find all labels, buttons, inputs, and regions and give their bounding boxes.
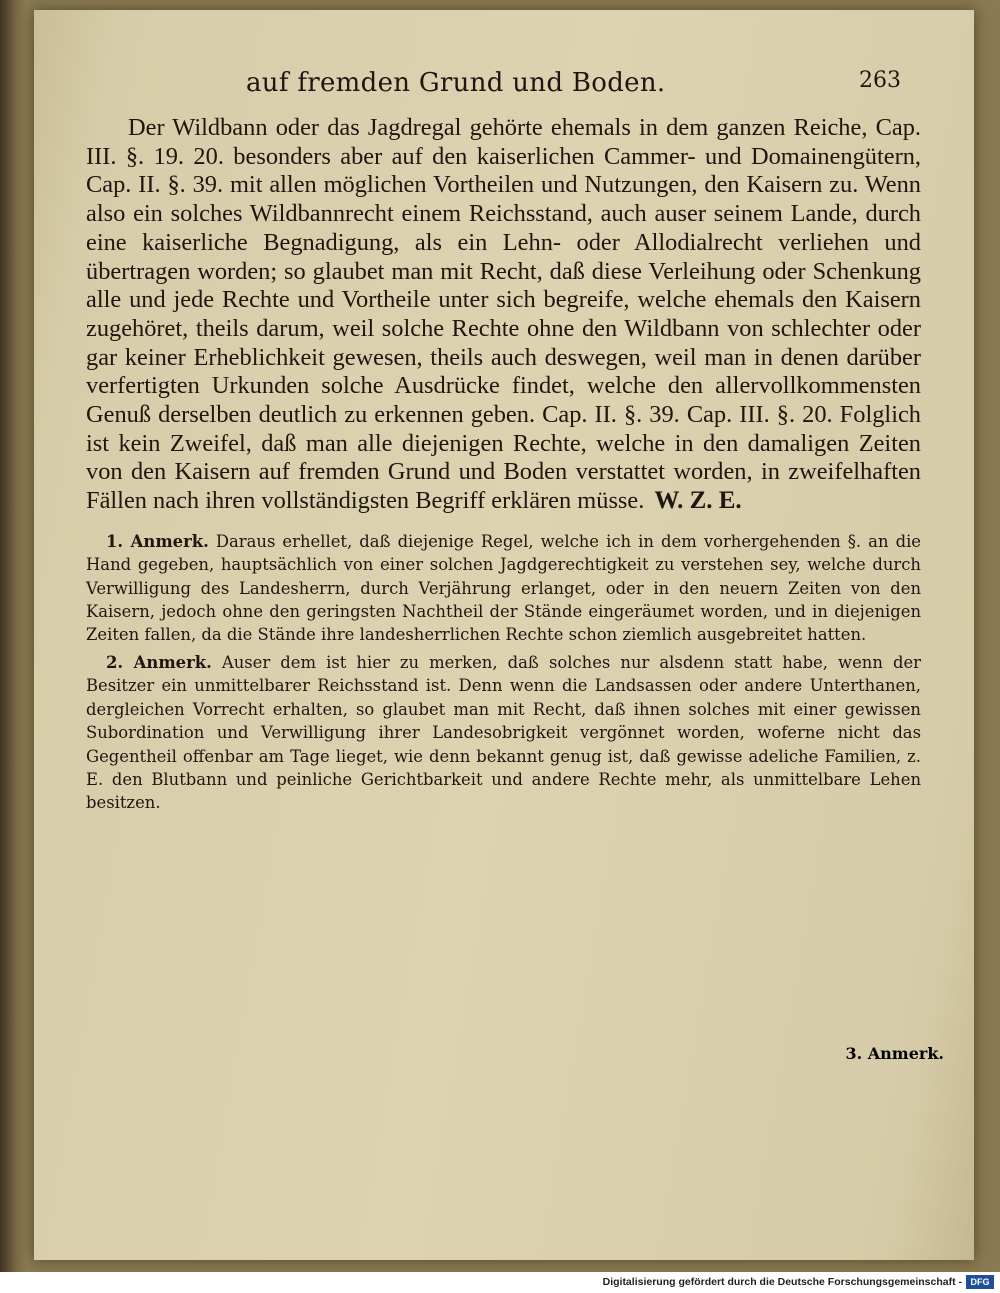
catchword: 3. Anmerk. xyxy=(845,1044,944,1063)
note-label: 2. Anmerk. xyxy=(106,652,212,672)
book-page xyxy=(34,10,974,1260)
footer-bar xyxy=(0,1272,1000,1293)
annotations xyxy=(86,530,921,815)
running-title: auf fremden Grund und Boden. xyxy=(246,68,666,98)
funding-credit: Digitalisierung gefördert durch die Deutsche Forschungsgemeinschaft - xyxy=(602,1276,962,1288)
note-text: Auser dem ist hier zu merken, daß solches nur alsdenn statt habe, wenn der Besitzer ein unmittelbarer Reichsstand ist. Denn wenn die Landsassen oder andere Unterthanen, dergleichen Vorrecht erhalten, so glaubet man mit Recht, daß ihnen solches mit einer gewissen Subordination und Verwilligung ihrer Landesobrigkeit vergönnet worden, woferne nicht das Gegentheil offenbar am Tage lieget, wie denn bekannt genug ist, daß gewisse adeliche Familien, z. E. den Blutbann und peinliche Gerichtbarkeit und andere Rechte mehr, als unmittelbare Lehen besitzen. xyxy=(86,652,921,813)
main-paragraph xyxy=(86,114,921,516)
note-label: 1. Anmerk. xyxy=(106,531,209,551)
note-1 xyxy=(86,530,921,647)
page-content xyxy=(86,68,921,819)
qed-mark: W. Z. E. xyxy=(654,487,742,515)
paragraph-text: Der Wildbann oder das Jagdregal gehörte ehemals in dem ganzen Reiche, Cap. III. §. 19. 20. besonders aber auf den kaiserlichen Cammer- und Domainengütern, Cap. II. §. 39. mit allen möglichen Vortheilen und Nutzungen, den Kaisern zu. Wenn also ein solches Wildbannrecht einem Reichsstand, auch auser seinem Lande, durch eine kaiserliche Begnadigung, als ein Lehn- oder Allodialrecht verliehen und übertragen worden; so glaubet man mit Recht, daß diese Verleihung oder Schenkung alle und jede Rechte und Vortheile unter sich begreife, welche ehemals den Kaisern zugehöret, theils darum, weil solche Rechte ohne den Wildbann von schlechter oder gar keiner Erheblichkeit gewesen, theils auch deswegen, weil man in denen darüber verfertigten Urkunden solche Ausdrücke findet, welche den allervollkommensten Genuß derselben deutlich zu erkennen geben. Cap. II. §. 39. Cap. III. §. 20. Folglich ist kein Zweifel, daß man alle diejenigen Rechte, welche in den damaligen Zeiten von den Kaisern auf fremden Grund und Boden verstattet worden, in zweifelhaften Fällen nach ihren vollständigsten Begriff erklären müsse. xyxy=(86,114,921,515)
page-header xyxy=(86,68,921,114)
note-text: Daraus erhellet, daß diejenige Regel, welche ich in dem vorhergehenden §. an die Hand gegeben, hauptsächlich von einer solchen Jagdgerechtigkeit zu verstehen sey, welche durch Verwilligung des Landesherrn, durch Verjährung erlanget, oder in den neuern Zeiten von den Kaisern, jedoch ohne den geringsten Nachtheil der Stände eingeräumet worden, und in diejenigen Zeiten fallen, da die Stände ihre landesherrlichen Rechte schon ziemlich ausgebreitet hatten. xyxy=(86,531,922,645)
book-binding-edge xyxy=(0,0,28,1272)
page-number: 263 xyxy=(859,68,901,93)
main-text xyxy=(86,114,921,516)
note-2 xyxy=(86,651,921,815)
dfg-logo-icon: DFG xyxy=(966,1275,994,1289)
